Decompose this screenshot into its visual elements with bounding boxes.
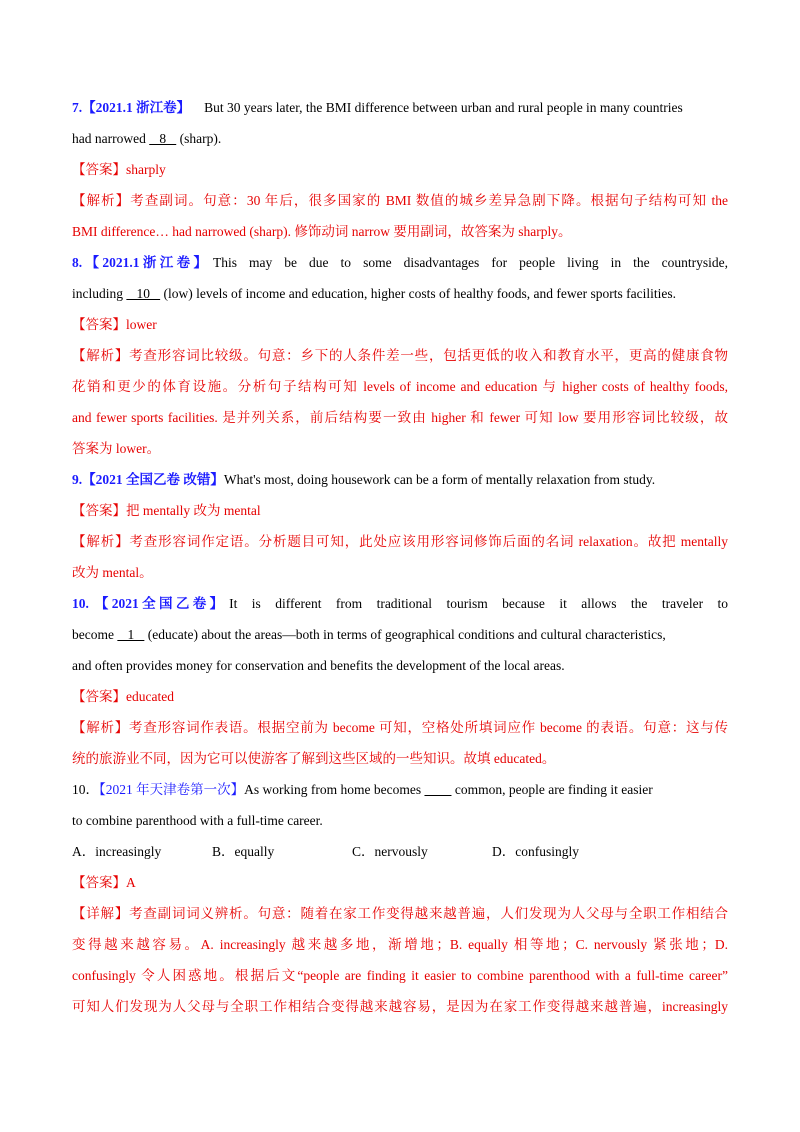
q8-stem-line2 [72,278,728,309]
q10-number: 10. [72,596,89,611]
q8-source-tag: 8. 【 2021.1 浙 江 卷 】 [72,255,207,270]
q9-stem-text: What's most, doing housework can be a form of mentally relaxation from study. [223,472,656,487]
q8-answer: 【答案】lower [72,317,157,332]
q11-analysis-line4: 可知人们发现为人父母与全职工作相结合变得越来越容易，是因为在家工作变得越来越普遍，increasingly [72,999,728,1014]
q9-answer: 【答案】把 mentally 改为 mental [72,503,261,518]
q7-analysis-line1: 【解析】考查副词。句意：30 年后，很多国家的 BMI 数值的城乡差异急剧下降。根据句子结构可知 the [72,193,728,208]
q7-analysis-line2: BMI difference… had narrowed (sharp). 修饰动词 narrow 要用副词，故答案为 sharply。 [72,224,572,239]
q8-blank: 10 [126,286,161,301]
q8-analysis-line2: 花销和更少的体育设施。分析句子结构可知 levels of income and education 与 higher costs of healthy foods, [72,379,728,394]
q8-stem-line1 [72,247,728,278]
q8-analysis-line1: 【解析】考查形容词比较级。句意：乡下的人条件差一些，包括更低的收入和教育水平，更高的健康食物 [72,348,728,363]
q10-analysis-line1: 【解析】考查形容词作表语。根据空前为 become 可知，空格处所填词应作 become 的表语。句意：这与传 [72,720,728,735]
q11-stem-line1 [72,774,728,805]
q7-answer: 【答案】sharply [72,162,166,177]
q11-answer: 【答案】A [72,875,136,890]
q9-analysis-line1: 【解析】考查形容词作定语。分析题目可知，此处应该用形容词修饰后面的名词 relaxation。故把 mentally [72,534,728,549]
q10-stem-line3: and often provides money for conservation and benefits the development of the local areas. [72,658,565,673]
q11-stem-post: common, people are finding it easier [451,782,653,797]
q11-option-a: A．increasingly [72,844,162,859]
q8-stem-text: This may be due to some disadvantages for people living in the countryside, [213,255,728,270]
q9-analysis-line2: 改为 mental。 [72,565,153,580]
q10-stem-pre: become [72,627,118,642]
q8-analysis-line3: and fewer sports facilities. 是并列关系，前后结构要一致由 higher 和 fewer 可知 low 要用形容词比较级，故 [72,410,728,425]
q10-stem-line2 [72,619,728,650]
q8-stem-post: (low) levels of income and education, higher costs of healthy foods, and fewer sports facilities. [160,286,676,301]
q7-stem-line2 [72,123,728,154]
q11-number: 10． [72,782,99,797]
q7-stem-post: (sharp). [176,131,222,146]
q9-source-tag: 【2021 全国乙卷 改错】 [82,472,224,487]
q10-blank: 1 [117,627,145,642]
q8-analysis-line4: 答案为 lower。 [72,441,161,456]
q11-option-b: B．equally [212,844,275,859]
document-page [72,92,728,1022]
q11-blank [424,782,451,797]
q7-stem-pre: had narrowed [72,131,150,146]
q11-option-c: C．nervously [352,844,428,859]
q10-stem-line1 [72,588,728,619]
q11-analysis-line3: confusingly 令人困惑地。根据后文“people are finding it easier to combine parenthood with a full-time career” [72,968,728,983]
q11-analysis-line2: 变得越来越容易。A. increasingly 越来越多地，渐增地；B. equally 相等地；C. nervously 紧张地；D. [72,937,728,952]
q7-source-tag: 7.【2021.1 浙江卷】 [72,100,191,115]
q11-analysis-line1: 【详解】考查副词词义辨析。句意：随着在家工作变得越来越普遍，人们发现为人父母与全职工作相结合 [72,906,728,921]
q11-source-tag: 【2021 年天津卷第一次】 [99,782,245,797]
q11-option-d: D．confusingly [492,844,579,859]
q10-stem-text: It is different from traditional tourism because it allows the traveler to [229,596,728,611]
q7-stem-line1 [72,92,728,123]
q10-stem-post: (educate) about the areas—both in terms of geographical conditions and cultural characteristics, [144,627,666,642]
q9-number: 9. [72,472,83,487]
q7-stem-text: But 30 years later, the BMI difference between urban and rural people in many countries [204,100,683,115]
q7-blank: 8 [149,131,177,146]
q11-options [72,836,728,867]
q11-stem-line2: to combine parenthood with a full-time career. [72,813,323,828]
q10-analysis-line2: 统的旅游业不同，因为它可以使游客了解到这些区域的一些知识。故填 educated。 [72,751,556,766]
q10-source-tag: 【 2021 全 国 乙 卷 】 [94,596,224,611]
q9-stem-line1 [72,464,728,495]
q10-answer: 【答案】educated [72,689,174,704]
q8-stem-pre: including [72,286,127,301]
q11-stem-pre: As working from home becomes [244,782,425,797]
